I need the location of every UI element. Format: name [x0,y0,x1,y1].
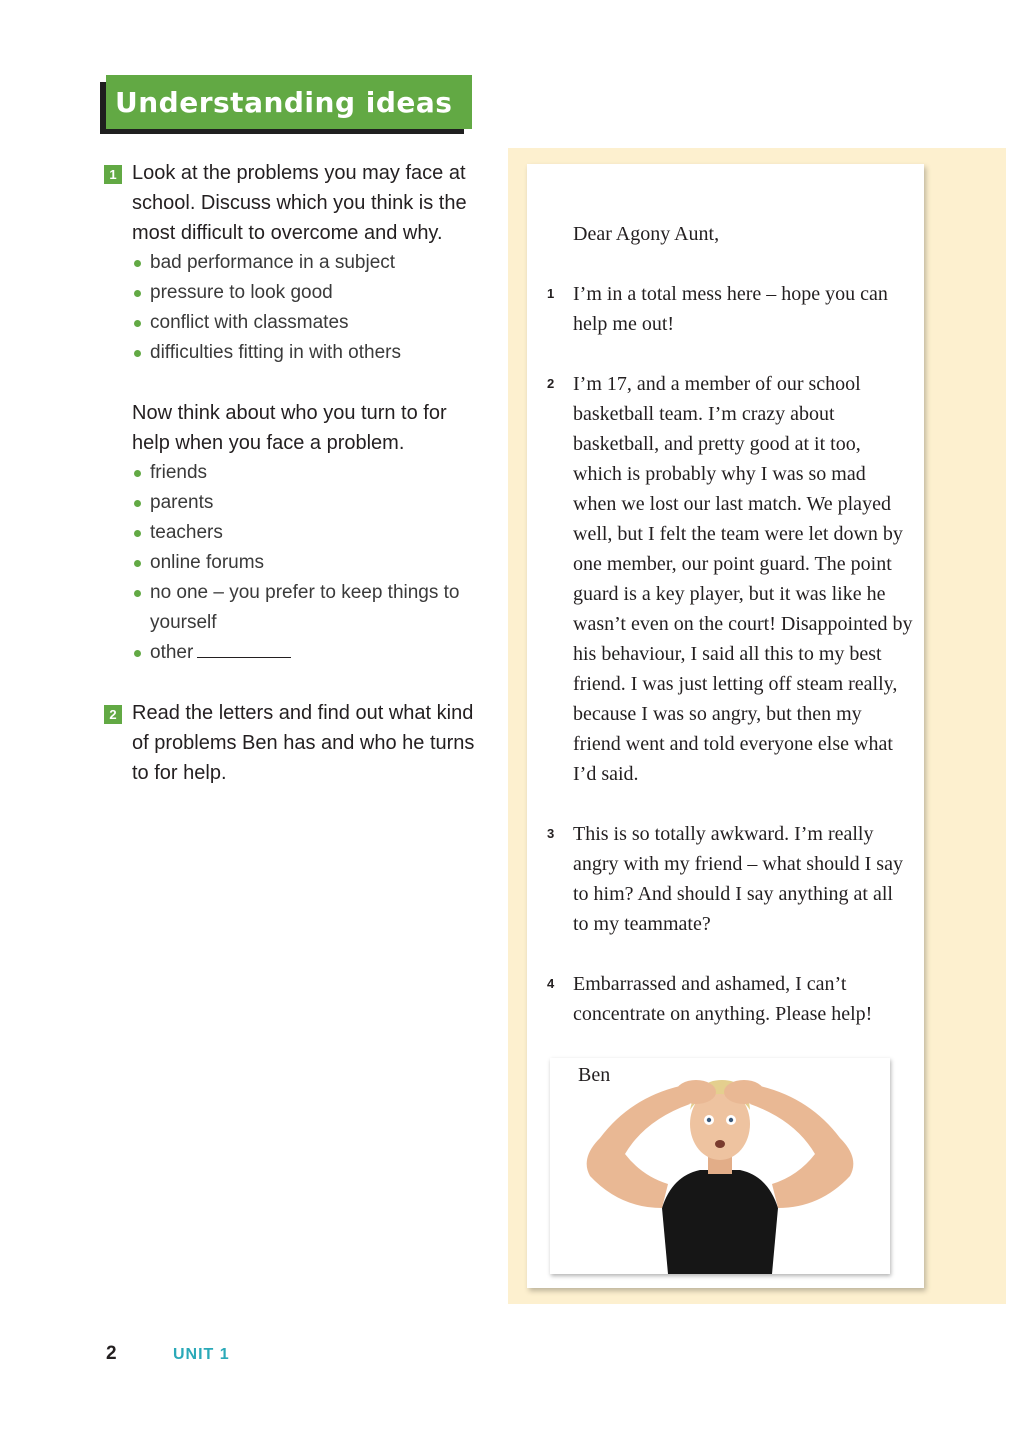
letter-text [547,219,913,1029]
paragraph-number: 4 [547,976,555,991]
chevron-down-icon [547,95,569,107]
letter-paragraph: 1 I’m in a total mess here – hope you can help me out! [573,279,913,339]
task-2 [104,698,484,788]
fill-in-blank[interactable] [197,639,291,658]
task-instruction: Look at the problems you may face at school. Discuss which you think is the most difficult to overcome and why. [132,162,467,244]
bullet-icon [134,260,141,267]
ben-photo [550,1058,890,1274]
list-item: friends [132,458,484,488]
unit-label: UNIT 1 [173,1346,230,1363]
bullet-icon [134,560,141,567]
section-heading-banner [106,75,472,129]
exercise-column [104,158,484,788]
followup-question: Now think about who you turn to for help when you face a problem. [132,402,447,454]
letter-signature: Ben [578,1064,611,1086]
list-item: parents [132,488,484,518]
bullet-icon [134,590,141,597]
bullet-icon [134,350,141,357]
list-item: conflict with classmates [132,308,484,338]
list-item: other [132,638,484,668]
bullet-icon [134,320,141,327]
paragraph-number: 1 [547,286,555,301]
banner-divider [538,87,540,117]
letter-paragraph: 3 This is so totally awkward. I’m really angry with my friend – what should I say to him? And should I say anything at all to my teammate? [573,819,913,939]
list-item: teachers [132,518,484,548]
task-instruction: Read the letters and find out what kind of problems Ben has and who he turns to for help. [132,702,475,784]
task-1 [104,158,484,248]
letter-paragraph: 2 I’m 17, and a member of our school basketball team. I’m crazy about basketball, and pretty good at it too, which is probably why I was so mad when we lost our last match. We played well, but I felt the team were let down by one member, our point guard. The point guard is a key player, but it was like he wasn’t even on the court! Disappointed by his behaviour, I said all this to my best friend. I was just letting off steam really, because I was so angry, but then my friend went and told everyone else what I’d said. [573,369,913,789]
bullet-icon [134,290,141,297]
paragraph-number: 3 [547,826,555,841]
bullet-icon [134,650,141,657]
page-number: 2 [106,1343,117,1364]
task-number-badge: 1 [104,165,122,184]
paragraph-number: 2 [547,376,555,391]
letter-greeting: Dear Agony Aunt, [573,223,720,245]
list-item: pressure to look good [132,278,484,308]
task-number-badge: 2 [104,705,122,724]
bullet-icon [134,500,141,507]
section-title: Understanding ideas [115,85,453,119]
help-options-list [104,458,484,668]
letter-paragraph: 4 Embarrassed and ashamed, I can’t concentrate on anything. Please help! [573,969,913,1029]
worried-boy-illustration [550,1058,890,1274]
list-item: no one – you prefer to keep things to yourself [132,578,460,638]
problem-list [104,248,484,368]
list-item: bad performance in a subject [132,248,484,278]
bullet-icon [134,530,141,537]
list-item: online forums [132,548,484,578]
bullet-icon [134,470,141,477]
list-item: difficulties fitting in with others [132,338,484,368]
